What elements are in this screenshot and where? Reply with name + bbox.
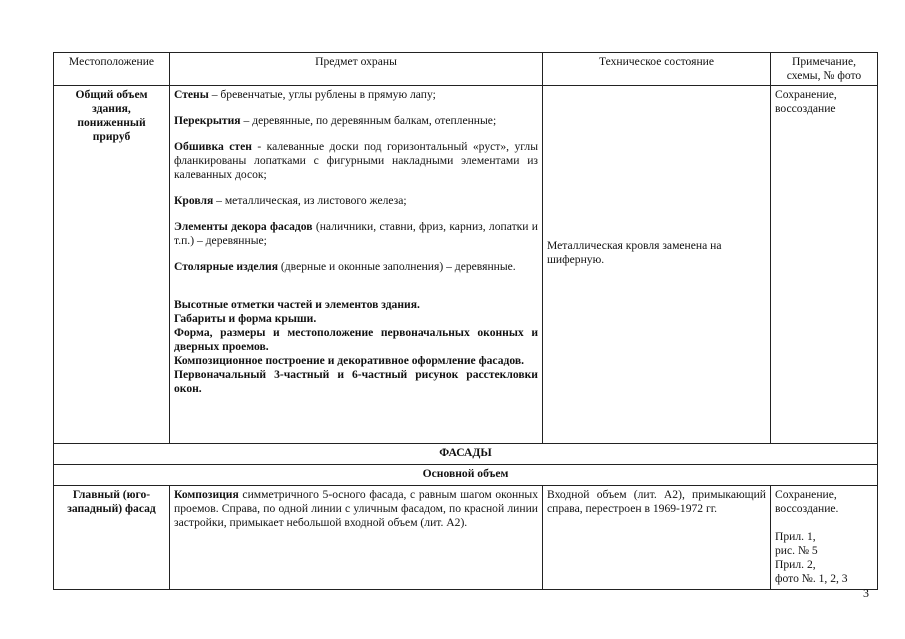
subject-term: Кровля bbox=[174, 194, 214, 207]
note-line: Прил. 1, bbox=[775, 530, 816, 543]
subject-term: Перекрытия bbox=[174, 114, 241, 127]
row2-subject bbox=[170, 486, 543, 590]
header-subject: Предмет охраны bbox=[170, 53, 543, 86]
subject-term: Столярные изделия bbox=[174, 260, 279, 273]
subject-bold-list bbox=[174, 298, 538, 396]
section-title: ФАСАДЫ bbox=[54, 444, 878, 465]
subject-item: Стены – бревенчатые, углы рублены в прямую лапу; bbox=[174, 88, 436, 101]
subject-item: Столярные изделия (дверные и оконные заполнения) – деревянные. bbox=[174, 260, 516, 273]
note-line: фото №. 1, 2, 3 bbox=[775, 572, 848, 585]
bold-line: Первоначальный 3-частный и 6-частный рисунок расстекловки окон. bbox=[174, 368, 538, 395]
subject-term: Обшивка стен bbox=[174, 140, 252, 153]
subject-item: Композиция симметричного 5-осного фасада, с равным шагом оконных проемов. Справа, по одной линии с уличным фасадом, по красной линии застройки, примыкает небольшой входной объем (лит. А2). bbox=[174, 488, 538, 529]
protection-table bbox=[53, 52, 878, 590]
bold-line: Композиционное построение и декоративное оформление фасадов. bbox=[174, 354, 525, 367]
subject-item: Перекрытия – деревянные, по деревянным балкам, отепленные; bbox=[174, 114, 497, 127]
row-main-facade bbox=[54, 486, 878, 590]
subsection-row bbox=[54, 465, 878, 486]
page-number: 3 bbox=[863, 586, 869, 600]
subject-term: Стены bbox=[174, 88, 209, 101]
bold-line: Форма, размеры и местоположение первоначальных оконных и дверных проемов. bbox=[174, 326, 538, 353]
row2-state: Входной объем (лит. А2), примыкающий справа, перестроен в 1969-1972 гг. bbox=[543, 486, 771, 590]
bold-line: Габариты и форма крыши. bbox=[174, 312, 317, 325]
bold-line: Высотные отметки частей и элементов здания. bbox=[174, 298, 420, 311]
note-line bbox=[775, 516, 873, 530]
header-row bbox=[54, 53, 878, 86]
row2-location: Главный (юго-западный) фасад bbox=[54, 486, 170, 590]
note-line: Прил. 2, bbox=[775, 558, 816, 571]
note-line: Сохранение, bbox=[775, 488, 837, 501]
header-state: Техническое состояние bbox=[543, 53, 771, 86]
header-note: Примечание, схемы, № фото bbox=[771, 53, 878, 86]
subject-term: Композиция bbox=[174, 488, 239, 501]
row2-note bbox=[771, 486, 878, 590]
header-location: Местоположение bbox=[54, 53, 170, 86]
row-general-volume bbox=[54, 86, 878, 444]
subject-item: Кровля – металлическая, из листового железа; bbox=[174, 194, 407, 207]
subject-term: Элементы декора фасадов bbox=[174, 220, 313, 233]
note-line: воссоздание. bbox=[775, 502, 839, 515]
note-line: рис. № 5 bbox=[775, 544, 818, 557]
subject-item: Элементы декора фасадов (наличники, ставни, фриз, карниз, лопатки и т.п.) – деревянные; bbox=[174, 220, 538, 247]
subsection-title: Основной объем bbox=[54, 465, 878, 486]
subject-item: Обшивка стен - калеванные доски под горизонтальный «руст», углы фланкированы лопатками с фигурными накладными элементами из калеванных досок; bbox=[174, 140, 538, 181]
row1-subject bbox=[170, 86, 543, 444]
row1-note: Сохранение, воссоздание bbox=[771, 86, 878, 444]
section-row bbox=[54, 444, 878, 465]
row1-state: Металлическая кровля заменена на шиферную. bbox=[543, 86, 771, 444]
row1-location: Общий объем здания, пониженный прируб bbox=[54, 86, 170, 444]
